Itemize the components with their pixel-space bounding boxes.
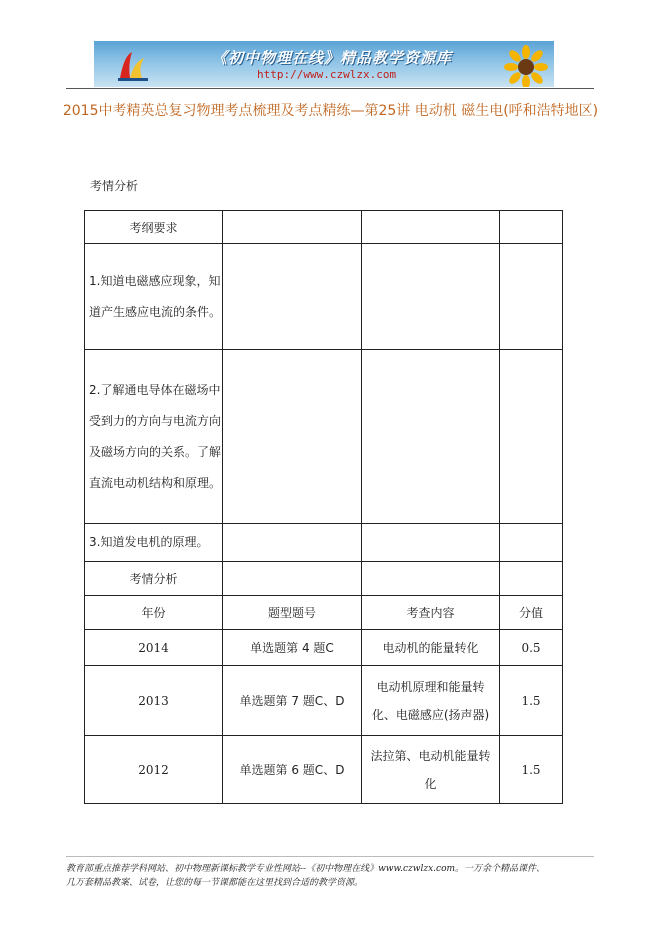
empty-cell [362, 524, 500, 562]
table-row [85, 244, 563, 350]
type-cell: 单选题第 6 题C、D [223, 736, 362, 804]
section-label: 考情分析 [90, 179, 139, 193]
empty-cell [223, 524, 362, 562]
empty-cell [362, 244, 500, 350]
empty-cell [500, 350, 563, 524]
year-cell: 2013 [85, 666, 223, 736]
empty-cell [362, 562, 500, 596]
score-cell: 0.5 [500, 630, 563, 666]
table-row [85, 666, 563, 736]
score-cell: 1.5 [500, 666, 563, 736]
empty-cell [500, 524, 563, 562]
banner-title: 《初中物理在线》精品教学资源库 [212, 49, 453, 67]
column-header-score: 分值 [500, 596, 563, 630]
empty-cell [223, 562, 362, 596]
content-cell: 法拉第、电动机能量转化 [362, 736, 500, 804]
table-row [85, 524, 563, 562]
type-cell: 单选题第 4 题C [223, 630, 362, 666]
table-row [85, 630, 563, 666]
column-header-content: 考查内容 [362, 596, 500, 630]
table-header-row [85, 596, 563, 630]
empty-cell [223, 350, 362, 524]
year-cell: 2012 [85, 736, 223, 804]
page-footer [66, 862, 606, 890]
site-logo-icon [116, 48, 150, 82]
content-cell: 电动机的能量转化 [362, 630, 500, 666]
table-row [85, 211, 563, 244]
footer-line-2: 几万套精品教案、试卷，让您的每一节课都能在这里找到合适的教学资源。 [66, 878, 364, 888]
score-cell: 1.5 [500, 736, 563, 804]
empty-cell [500, 211, 563, 244]
header-rule [66, 88, 594, 89]
table-row [85, 350, 563, 524]
footer-rule [66, 856, 594, 857]
column-header-type: 题型题号 [223, 596, 362, 630]
requirement-1: 1.知道电磁感应现象，知道产生感应电流的条件。 [85, 244, 223, 350]
requirement-2: 2.了解通电导体在磁场中受到力的方向与电流方向及磁场方向的关系。了解直流电动机结构和原理。 [85, 350, 223, 524]
analysis-header: 考情分析 [85, 562, 223, 596]
banner-url[interactable]: http://www.czwlzx.com [257, 68, 397, 81]
syllabus-header: 考纲要求 [85, 211, 223, 244]
table-row [85, 736, 563, 804]
empty-cell [223, 244, 362, 350]
column-header-year: 年份 [85, 596, 223, 630]
document-title: 2015中考精英总复习物理考点梳理及考点精练—第25讲 电动机 磁生电(呼和浩特地区) [62, 103, 599, 119]
footer-line-1: 教育部重点推荐学科网站、初中物理新课标教学专业性网站--《初中物理在线》www.czwlzx.com。一万余个精品课件、 [66, 864, 546, 874]
header-banner [94, 41, 554, 87]
sunflower-icon [504, 45, 548, 87]
content-cell: 电动机原理和能量转化、电磁感应(扬声器) [362, 666, 500, 736]
empty-cell [223, 211, 362, 244]
requirement-3: 3.知道发电机的原理。 [85, 524, 223, 562]
empty-cell [500, 244, 563, 350]
empty-cell [362, 211, 500, 244]
exam-analysis-table [84, 210, 563, 804]
empty-cell [500, 562, 563, 596]
type-cell: 单选题第 7 题C、D [223, 666, 362, 736]
year-cell: 2014 [85, 630, 223, 666]
empty-cell [362, 350, 500, 524]
table-row [85, 562, 563, 596]
